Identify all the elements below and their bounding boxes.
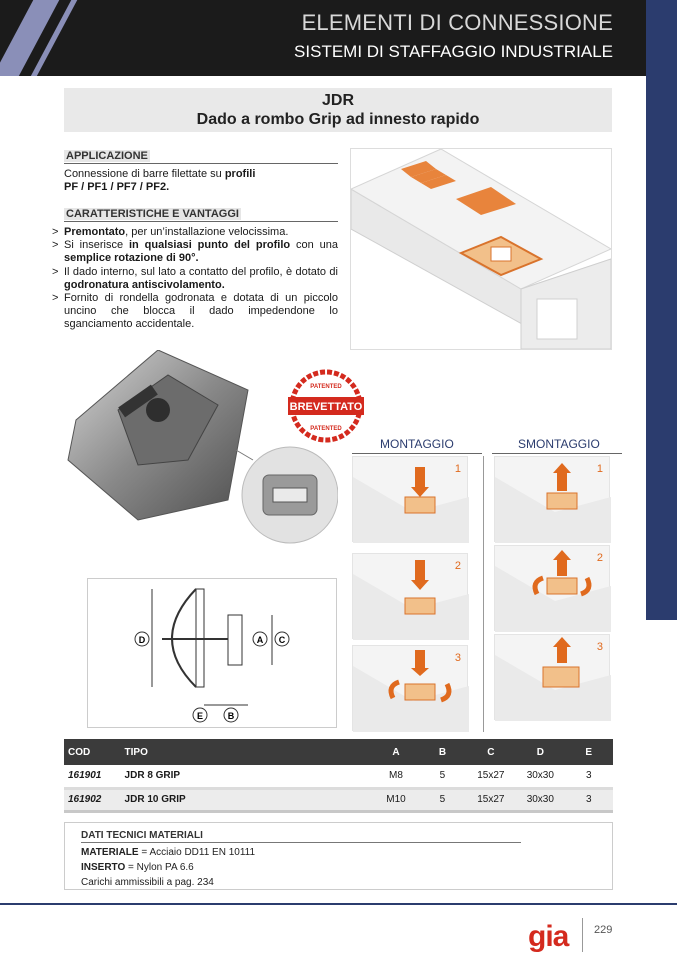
cell-cod: 161901	[64, 765, 123, 788]
badge-seal	[288, 368, 364, 444]
col-d: D	[516, 739, 564, 765]
montaggio-rule	[352, 453, 482, 454]
table-row	[64, 765, 613, 788]
step-drawing	[495, 457, 611, 543]
patented-badge	[288, 368, 364, 444]
product-table	[64, 739, 613, 813]
caratteristiche-heading: CARATTERISTICHE E VANTAGGI	[64, 208, 338, 222]
cell-c: 15x27	[466, 765, 516, 788]
applicazione-text: Connessione di barre filettate su profili PF / PF1 / PF7 / PF2.	[64, 168, 256, 193]
dim-label-c: C	[278, 635, 286, 645]
tech-heading: DATI TECNICI MATERIALI	[81, 830, 521, 843]
product-title-box	[64, 88, 612, 132]
profile-illustration	[350, 148, 612, 350]
tech-materiale: MATERIALE = Acciaio DD11 EN 10111	[81, 847, 256, 858]
page-header	[0, 0, 677, 76]
cell-d: 30x30	[516, 788, 564, 811]
step-number: 2	[596, 552, 603, 564]
cell-a: M8	[373, 765, 419, 788]
list-item: > Premontato, per un’installazione velocissima.	[52, 226, 338, 239]
smontaggio-step	[494, 634, 610, 720]
step-number: 1	[454, 463, 461, 475]
step-drawing	[353, 457, 469, 543]
step-drawing	[495, 635, 611, 721]
smontaggio-step	[494, 545, 610, 631]
step-number: 3	[454, 652, 461, 664]
montaggio-step	[352, 456, 468, 542]
step-number: 1	[596, 463, 603, 475]
cell-b: 5	[419, 765, 465, 788]
cell-a: M10	[373, 788, 419, 811]
dimension-drawing	[88, 579, 336, 727]
list-item: > Si inserisce in qualsiasi punto del profilo con una semplice rotazione di 90°.	[52, 239, 338, 265]
applicazione-heading: APPLICAZIONE	[64, 150, 338, 164]
section-title: ELEMENTI DI CONNESSIONE	[301, 10, 613, 35]
tech-inserto: INSERTO = Nylon PA 6.6	[81, 862, 194, 873]
dim-label-e: E	[196, 711, 204, 721]
cell-b: 5	[419, 788, 465, 811]
product-code: JDR	[321, 92, 354, 109]
cell-tipo: JDR 10 GRIP	[123, 788, 373, 811]
montaggio-step	[352, 645, 468, 731]
list-item: > Il dado interno, sul lato a contatto del profilo, è dotato di godronatura antiscivolamento.	[52, 266, 338, 292]
badge-bottom-text: PATENTED	[310, 426, 342, 432]
cell-e: 3	[565, 765, 613, 788]
col-cod: COD	[64, 739, 123, 765]
dim-label-a: A	[256, 635, 264, 645]
montaggio-step	[352, 553, 468, 639]
footer-rule	[0, 903, 677, 905]
col-tipo: TIPO	[123, 739, 373, 765]
section-subtitle: SISTEMI DI STAFFAGGIO INDUSTRIALE	[294, 42, 613, 61]
dim-label-b: B	[227, 711, 235, 721]
badge-main-text: BREVETTATO	[289, 401, 363, 413]
side-tab	[646, 0, 677, 620]
step-number: 3	[596, 641, 603, 653]
table-header-row	[64, 739, 613, 765]
brand-logo: gia	[528, 920, 569, 953]
smontaggio-step	[494, 456, 610, 542]
feature-list	[52, 226, 338, 332]
smontaggio-rule	[492, 453, 622, 454]
smontaggio-label: SMONTAGGIO	[518, 437, 600, 451]
profile-drawing	[351, 149, 611, 349]
table-row	[64, 788, 613, 811]
dim-label-d: D	[138, 635, 146, 645]
step-drawing	[353, 554, 469, 640]
badge-top-text: PATENTED	[310, 384, 342, 390]
cell-d: 30x30	[516, 765, 564, 788]
step-drawing	[495, 546, 611, 632]
column-divider	[483, 456, 484, 732]
tech-note: Carichi ammissibili a pag. 234	[81, 877, 214, 888]
cell-tipo: JDR 8 GRIP	[123, 765, 373, 788]
page-number: 229	[594, 924, 613, 936]
cell-e: 3	[565, 788, 613, 811]
tech-data-box	[64, 822, 613, 890]
footer-separator	[582, 918, 583, 952]
col-e: E	[565, 739, 613, 765]
cell-cod: 161902	[64, 788, 123, 811]
technical-drawing	[87, 578, 337, 728]
col-a: A	[373, 739, 419, 765]
col-b: B	[419, 739, 465, 765]
col-c: C	[466, 739, 516, 765]
product-name: Dado a rombo Grip ad innesto rapido	[196, 111, 480, 128]
montaggio-label: MONTAGGIO	[380, 437, 454, 451]
step-number: 2	[454, 560, 461, 572]
list-item: > Fornito di rondella godronata e dotata di un piccolo uncino che blocca il dado impedendone lo sganciamento accidentale.	[52, 292, 338, 332]
cell-c: 15x27	[466, 788, 516, 811]
step-drawing	[353, 646, 469, 732]
